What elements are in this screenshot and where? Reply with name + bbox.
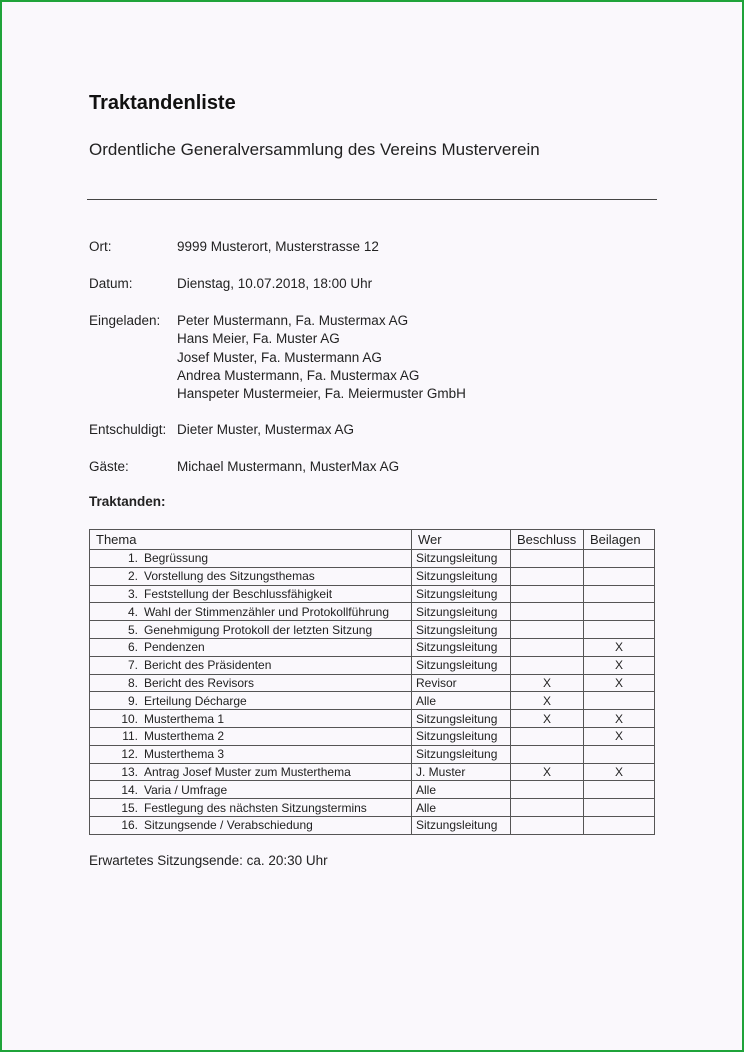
- invitee-name: Peter Mustermann, Fa. Mustermax AG: [177, 313, 409, 328]
- agenda-beschluss-mark: [511, 638, 584, 656]
- agenda-responsible: Alle: [412, 692, 511, 710]
- agenda-topic: Musterthema 1: [144, 710, 412, 728]
- agenda-number: 15.: [90, 799, 145, 817]
- agenda-beschluss-mark: X: [511, 674, 584, 692]
- invitee-name: Josef Muster, Fa. Mustermann AG: [177, 349, 382, 365]
- agenda-beilagen-mark: X: [584, 727, 655, 745]
- agenda-beschluss-mark: [511, 816, 584, 834]
- table-row: [90, 656, 655, 674]
- agenda-responsible: Sitzungsleitung: [412, 603, 511, 621]
- field-value: Michael Mustermann, MusterMax AG: [177, 459, 400, 474]
- table-row: [90, 727, 655, 745]
- table-row: [90, 781, 655, 799]
- agenda-number: 5.: [90, 621, 145, 639]
- divider: [87, 199, 657, 200]
- agenda-topic: Musterthema 2: [144, 727, 412, 745]
- agenda-heading: Traktanden:: [89, 494, 166, 509]
- table-row: [90, 567, 655, 585]
- table-row: [90, 603, 655, 621]
- agenda-responsible: Sitzungsleitung: [412, 585, 511, 603]
- agenda-number: 16.: [90, 816, 145, 834]
- agenda-responsible: Alle: [412, 799, 511, 817]
- agenda-number: 13.: [90, 763, 145, 781]
- agenda-number: 9.: [90, 692, 145, 710]
- agenda-beilagen-mark: X: [584, 656, 655, 674]
- table-row: [90, 621, 655, 639]
- agenda-responsible: Revisor: [412, 674, 511, 692]
- agenda-beschluss-mark: [511, 745, 584, 763]
- invitee-name: Andrea Mustermann, Fa. Mustermax AG: [177, 367, 420, 383]
- agenda-topic: Genehmigung Protokoll der letzten Sitzung: [144, 621, 412, 639]
- table-row: [90, 585, 655, 603]
- column-header-beschluss: Beschluss: [511, 530, 584, 550]
- agenda-topic: Sitzungsende / Verabschiedung: [144, 816, 412, 834]
- agenda-body: [90, 550, 655, 835]
- agenda-number: 7.: [90, 656, 145, 674]
- agenda-topic: Antrag Josef Muster zum Musterthema: [144, 763, 412, 781]
- table-row: [90, 745, 655, 763]
- field-label: Eingeladen:: [89, 313, 161, 328]
- table-row: [90, 763, 655, 781]
- agenda-beschluss-mark: [511, 799, 584, 817]
- agenda-number: 10.: [90, 710, 145, 728]
- table-row: [90, 674, 655, 692]
- agenda-topic: Vorstellung des Sitzungsthemas: [144, 567, 412, 585]
- field-label: Gäste:: [89, 459, 129, 474]
- agenda-responsible: Sitzungsleitung: [412, 710, 511, 728]
- agenda-responsible: Sitzungsleitung: [412, 745, 511, 763]
- agenda-beschluss-mark: X: [511, 763, 584, 781]
- agenda-number: 4.: [90, 603, 145, 621]
- column-header-thema: Thema: [90, 530, 412, 550]
- agenda-responsible: Sitzungsleitung: [412, 621, 511, 639]
- agenda-beilagen-mark: [584, 621, 655, 639]
- agenda-beilagen-mark: [584, 603, 655, 621]
- field-value: Dieter Muster, Mustermax AG: [177, 422, 355, 437]
- agenda-beilagen-mark: [584, 781, 655, 799]
- agenda-beschluss-mark: X: [511, 692, 584, 710]
- agenda-responsible: J. Muster: [412, 763, 511, 781]
- table-row: [90, 710, 655, 728]
- agenda-topic: Bericht des Revisors: [144, 674, 412, 692]
- invitee-name: Hans Meier, Fa. Muster AG: [177, 331, 340, 347]
- invitee-name: Hanspeter Mustermeier, Fa. Meiermuster GmbH: [177, 386, 466, 402]
- agenda-beschluss-mark: X: [511, 710, 584, 728]
- table-row: [90, 816, 655, 834]
- agenda-beschluss-mark: [511, 781, 584, 799]
- agenda-topic: Wahl der Stimmenzähler und Protokollführung: [144, 603, 412, 621]
- agenda-number: 3.: [90, 585, 145, 603]
- agenda-number: 11.: [90, 727, 145, 745]
- field-label: Ort:: [89, 239, 112, 254]
- agenda-beilagen-mark: X: [584, 763, 655, 781]
- field-value: Dienstag, 10.07.2018, 18:00 Uhr: [177, 276, 373, 291]
- agenda-topic: Bericht des Präsidenten: [144, 656, 412, 674]
- agenda-beilagen-mark: [584, 799, 655, 817]
- agenda-beschluss-mark: [511, 656, 584, 674]
- document-title: Traktandenliste: [89, 92, 236, 114]
- column-header-beilagen: Beilagen: [584, 530, 655, 550]
- agenda-number: 1.: [90, 550, 145, 568]
- agenda-beilagen-mark: [584, 567, 655, 585]
- agenda-responsible: Sitzungsleitung: [412, 550, 511, 568]
- agenda-topic: Festlegung des nächsten Sitzungstermins: [144, 799, 412, 817]
- agenda-number: 14.: [90, 781, 145, 799]
- agenda-topic: Erteilung Décharge: [144, 692, 412, 710]
- agenda-beilagen-mark: [584, 692, 655, 710]
- agenda-topic: Pendenzen: [144, 638, 412, 656]
- table-row: [90, 638, 655, 656]
- agenda-beschluss-mark: [511, 727, 584, 745]
- agenda-beschluss-mark: [511, 603, 584, 621]
- agenda-beilagen-mark: [584, 745, 655, 763]
- document-subtitle: Ordentliche Generalversammlung des Vereins Musterverein: [89, 140, 540, 159]
- agenda-beilagen-mark: [584, 816, 655, 834]
- agenda-beilagen-mark: [584, 550, 655, 568]
- agenda-beilagen-mark: X: [584, 674, 655, 692]
- agenda-number: 6.: [90, 638, 145, 656]
- agenda-responsible: Sitzungsleitung: [412, 567, 511, 585]
- agenda-beilagen-mark: [584, 585, 655, 603]
- agenda-responsible: Sitzungsleitung: [412, 638, 511, 656]
- agenda-topic: Varia / Umfrage: [144, 781, 412, 799]
- agenda-responsible: Alle: [412, 781, 511, 799]
- table-row: [90, 799, 655, 817]
- table-row: [90, 550, 655, 568]
- agenda-topic: Musterthema 3: [144, 745, 412, 763]
- agenda-number: 2.: [90, 567, 145, 585]
- field-label: Entschuldigt:: [89, 422, 167, 437]
- table-row: [90, 692, 655, 710]
- agenda-beilagen-mark: X: [584, 638, 655, 656]
- agenda-number: 8.: [90, 674, 145, 692]
- agenda-beschluss-mark: [511, 567, 584, 585]
- agenda-responsible: Sitzungsleitung: [412, 816, 511, 834]
- agenda-beschluss-mark: [511, 550, 584, 568]
- expected-end: Erwartetes Sitzungsende: ca. 20:30 Uhr: [89, 853, 328, 868]
- column-header-wer: Wer: [412, 530, 511, 550]
- agenda-number: 12.: [90, 745, 145, 763]
- agenda-responsible: Sitzungsleitung: [412, 656, 511, 674]
- agenda-responsible: Sitzungsleitung: [412, 727, 511, 745]
- agenda-beschluss-mark: [511, 621, 584, 639]
- agenda-beilagen-mark: X: [584, 710, 655, 728]
- agenda-topic: Begrüssung: [144, 550, 412, 568]
- agenda-beschluss-mark: [511, 585, 584, 603]
- agenda-table: [89, 529, 655, 835]
- field-value: 9999 Musterort, Musterstrasse 12: [177, 239, 379, 254]
- agenda-topic: Feststellung der Beschlussfähigkeit: [144, 585, 412, 603]
- field-label: Datum:: [89, 276, 133, 291]
- table-header-row: [90, 530, 655, 550]
